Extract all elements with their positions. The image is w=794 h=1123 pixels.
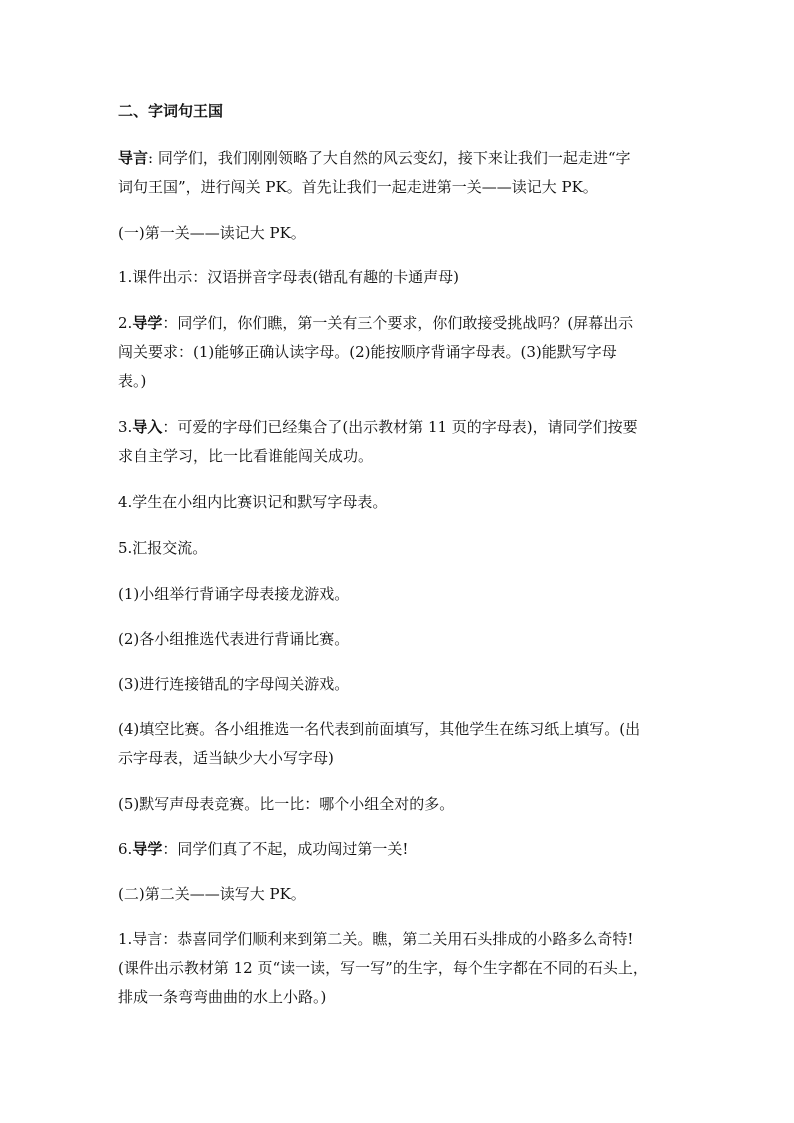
s1-item-2-label: 导学: [132, 314, 163, 332]
sub-item-3: (3)进行连接错乱的字母闯关游戏。: [118, 675, 350, 693]
intro-line-1: [118, 144, 708, 173]
s1-item-6-num: 6.: [118, 840, 133, 858]
section2-title: (二)第二关——读写大 PK。: [118, 885, 306, 903]
s1-item-2-line-2: 闯关要求：(1)能够正确认读字母。(2)能按顺序背诵字母表。(3)能默写字母: [118, 343, 617, 361]
s1-item-4: 4.学生在小组内比赛识记和默写字母表。: [118, 493, 388, 511]
section-heading: 二、字词句王国: [118, 102, 224, 120]
sub-item-4-line-2: 示字母表，适当缺少大小写字母): [118, 749, 334, 767]
s1-item-2-text-1: ：同学们，你们瞧，第一关有三个要求，你们敢接受挑战吗？(屏幕出示: [162, 314, 634, 332]
s1-item-6-label: 导学: [132, 840, 163, 858]
s1-item-3-text-1: ：可爱的字母们已经集合了(出示教材第 11 页的字母表)，请同学们按要: [162, 418, 638, 436]
s1-item-6-text: ：同学们真了不起，成功闯过第一关!: [162, 840, 409, 858]
s1-item-1: 1.课件出示：汉语拼音字母表(错乱有趣的卡通声母): [118, 268, 460, 286]
s1-item-2-line-3: 表。): [118, 372, 147, 390]
intro-label: 导言: [118, 149, 149, 167]
intro-line-2: 词句王国”，进行闯关 PK。首先让我们一起走进第一关——读记大 PK。: [118, 178, 598, 196]
s1-item-3-label: 导入: [132, 418, 163, 436]
s1-item-2-line-1: [118, 309, 708, 338]
s1-item-3-line-2: 求自主学习，比一比看谁能闯关成功。: [118, 447, 374, 465]
s2-item-1-line-2: (课件出示教材第 12 页“读一读，写一写”的生字，每个生字都在不同的石头上，: [118, 959, 648, 977]
s1-item-2-num: 2.: [118, 314, 133, 332]
section1-title: (一)第一关——读记大 PK。: [118, 224, 306, 242]
s1-item-6: [118, 835, 708, 864]
sub-item-1: (1)小组举行背诵字母表接龙游戏。: [118, 585, 350, 603]
s2-item-1-line-3: 排成一条弯弯曲曲的水上小路。): [118, 988, 327, 1006]
sub-item-4-line-1: (4)填空比赛。各小组推选一名代表到前面填写，其他学生在练习纸上填写。(出: [118, 720, 641, 738]
s1-item-3-num: 3.: [118, 418, 133, 436]
s1-item-3-line-1: [118, 413, 708, 442]
intro-text-1: : 同学们，我们刚刚领略了大自然的风云变幻，接下来让我们一起走进“字: [148, 149, 631, 167]
s2-item-1-line-1: 1.导言：恭喜同学们顺利来到第二关。瞧，第二关用石头排成的小路多么奇特!: [118, 930, 634, 948]
sub-item-2: (2)各小组推选代表进行背诵比赛。: [118, 630, 350, 648]
s1-item-5: 5.汇报交流。: [118, 539, 208, 557]
sub-item-5: (5)默写声母表竞赛。比一比：哪个小组全对的多。: [118, 795, 455, 813]
